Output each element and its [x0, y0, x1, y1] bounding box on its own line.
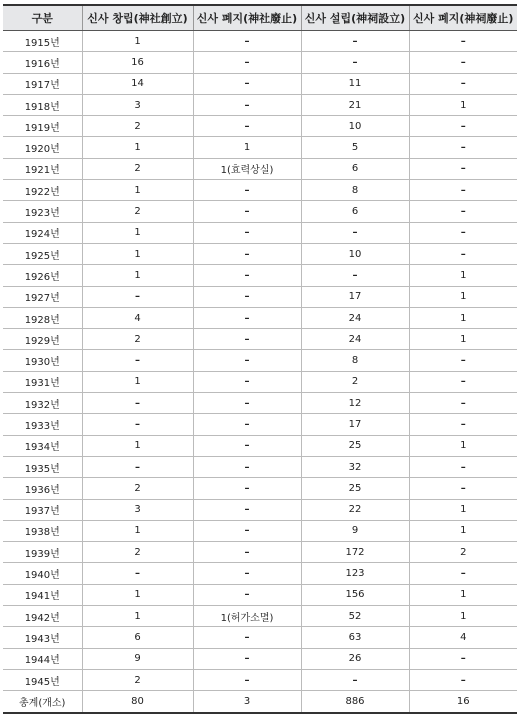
- table-row: [3, 94, 517, 115]
- year-cell: 1945년: [3, 669, 82, 690]
- year-cell: 1943년: [3, 627, 82, 648]
- table-row: [3, 371, 517, 392]
- table-row: [3, 393, 517, 414]
- header-shrine-abolished: 신사 폐지(神社廢止): [193, 5, 301, 31]
- table-row: [3, 563, 517, 584]
- small-shrine-established-cell: 6: [301, 158, 409, 179]
- shrine-founded-cell: 1: [82, 520, 193, 541]
- small-shrine-abolished-cell: –: [409, 393, 517, 414]
- small-shrine-established-cell: 26: [301, 648, 409, 669]
- table-row: [3, 414, 517, 435]
- year-cell: 1917년: [3, 73, 82, 94]
- small-shrine-abolished-cell: 1: [409, 94, 517, 115]
- small-shrine-abolished-cell: 1: [409, 499, 517, 520]
- shrine-statistics-table-container: [3, 4, 517, 714]
- small-shrine-abolished-cell: 1: [409, 584, 517, 605]
- shrine-abolished-cell: –: [193, 350, 301, 371]
- shrine-abolished-cell: –: [193, 371, 301, 392]
- small-shrine-established-cell: –: [301, 222, 409, 243]
- small-shrine-abolished-cell: –: [409, 563, 517, 584]
- total-small-shrine-established-cell: 886: [301, 691, 409, 714]
- table-row: [3, 669, 517, 690]
- year-cell: 1922년: [3, 180, 82, 201]
- table-row: [3, 478, 517, 499]
- shrine-founded-cell: 2: [82, 158, 193, 179]
- table-row: [3, 158, 517, 179]
- table-row: [3, 180, 517, 201]
- small-shrine-abolished-cell: –: [409, 31, 517, 52]
- table-row: [3, 606, 517, 627]
- year-cell: 1926년: [3, 265, 82, 286]
- year-cell: 1918년: [3, 94, 82, 115]
- small-shrine-established-cell: 10: [301, 116, 409, 137]
- small-shrine-abolished-cell: –: [409, 243, 517, 264]
- shrine-founded-cell: 1: [82, 180, 193, 201]
- small-shrine-established-cell: 24: [301, 307, 409, 328]
- table-row: [3, 329, 517, 350]
- shrine-founded-cell: 1: [82, 606, 193, 627]
- shrine-founded-cell: 1: [82, 265, 193, 286]
- year-cell: 1938년: [3, 520, 82, 541]
- shrine-abolished-cell: –: [193, 31, 301, 52]
- shrine-founded-cell: 2: [82, 478, 193, 499]
- shrine-founded-cell: 1: [82, 243, 193, 264]
- total-row: [3, 691, 517, 714]
- year-cell: 1919년: [3, 116, 82, 137]
- shrine-founded-cell: 1: [82, 222, 193, 243]
- year-cell: 1927년: [3, 286, 82, 307]
- table-row: [3, 542, 517, 563]
- small-shrine-established-cell: 25: [301, 435, 409, 456]
- total-small-shrine-abolished-cell: 16: [409, 691, 517, 714]
- shrine-founded-cell: 2: [82, 116, 193, 137]
- small-shrine-abolished-cell: 1: [409, 307, 517, 328]
- year-cell: 1925년: [3, 243, 82, 264]
- year-cell: 1937년: [3, 499, 82, 520]
- total-label: 총계(개소): [3, 691, 82, 714]
- small-shrine-abolished-cell: –: [409, 201, 517, 222]
- shrine-abolished-cell: –: [193, 456, 301, 477]
- shrine-founded-cell: 2: [82, 201, 193, 222]
- small-shrine-abolished-cell: –: [409, 52, 517, 73]
- header-small-shrine-established: 신사 설립(神祠設立): [301, 5, 409, 31]
- table-row: [3, 286, 517, 307]
- small-shrine-abolished-cell: –: [409, 648, 517, 669]
- small-shrine-established-cell: 8: [301, 350, 409, 371]
- shrine-statistics-table: [3, 4, 517, 714]
- shrine-founded-cell: 2: [82, 669, 193, 690]
- small-shrine-abolished-cell: –: [409, 414, 517, 435]
- small-shrine-established-cell: –: [301, 31, 409, 52]
- small-shrine-abolished-cell: –: [409, 350, 517, 371]
- year-cell: 1940년: [3, 563, 82, 584]
- small-shrine-abolished-cell: 1: [409, 435, 517, 456]
- table-row: [3, 307, 517, 328]
- table-body: [3, 31, 517, 714]
- year-cell: 1916년: [3, 52, 82, 73]
- small-shrine-established-cell: 5: [301, 137, 409, 158]
- shrine-abolished-cell: –: [193, 116, 301, 137]
- shrine-abolished-cell: –: [193, 243, 301, 264]
- table-row: [3, 584, 517, 605]
- shrine-founded-cell: 1: [82, 584, 193, 605]
- shrine-abolished-cell: –: [193, 669, 301, 690]
- table-row: [3, 116, 517, 137]
- small-shrine-abolished-cell: 1: [409, 265, 517, 286]
- header-small-shrine-abolished: 신사 폐지(神祠廢止): [409, 5, 517, 31]
- shrine-abolished-cell: –: [193, 542, 301, 563]
- shrine-founded-cell: –: [82, 286, 193, 307]
- year-cell: 1944년: [3, 648, 82, 669]
- shrine-abolished-cell: –: [193, 393, 301, 414]
- table-row: [3, 201, 517, 222]
- small-shrine-established-cell: –: [301, 669, 409, 690]
- small-shrine-abolished-cell: –: [409, 116, 517, 137]
- table-row: [3, 31, 517, 52]
- small-shrine-abolished-cell: 1: [409, 606, 517, 627]
- small-shrine-established-cell: 2: [301, 371, 409, 392]
- shrine-founded-cell: 4: [82, 307, 193, 328]
- small-shrine-established-cell: 17: [301, 414, 409, 435]
- table-row: [3, 520, 517, 541]
- shrine-founded-cell: –: [82, 393, 193, 414]
- shrine-abolished-cell: –: [193, 563, 301, 584]
- year-cell: 1935년: [3, 456, 82, 477]
- small-shrine-established-cell: 21: [301, 94, 409, 115]
- small-shrine-abolished-cell: –: [409, 478, 517, 499]
- shrine-abolished-cell: –: [193, 520, 301, 541]
- small-shrine-established-cell: 6: [301, 201, 409, 222]
- small-shrine-established-cell: 172: [301, 542, 409, 563]
- shrine-founded-cell: 6: [82, 627, 193, 648]
- shrine-founded-cell: 1: [82, 435, 193, 456]
- small-shrine-established-cell: 8: [301, 180, 409, 201]
- small-shrine-established-cell: 52: [301, 606, 409, 627]
- shrine-abolished-cell: –: [193, 478, 301, 499]
- year-cell: 1939년: [3, 542, 82, 563]
- small-shrine-established-cell: 22: [301, 499, 409, 520]
- shrine-founded-cell: –: [82, 563, 193, 584]
- small-shrine-established-cell: 9: [301, 520, 409, 541]
- small-shrine-abolished-cell: –: [409, 669, 517, 690]
- table-row: [3, 456, 517, 477]
- shrine-founded-cell: 9: [82, 648, 193, 669]
- table-row: [3, 265, 517, 286]
- table-row: [3, 435, 517, 456]
- small-shrine-abolished-cell: 2: [409, 542, 517, 563]
- table-row: [3, 350, 517, 371]
- year-cell: 1933년: [3, 414, 82, 435]
- small-shrine-abolished-cell: –: [409, 180, 517, 201]
- shrine-founded-cell: 1: [82, 371, 193, 392]
- shrine-abolished-cell: –: [193, 435, 301, 456]
- year-cell: 1920년: [3, 137, 82, 158]
- shrine-abolished-cell: –: [193, 94, 301, 115]
- shrine-abolished-cell: –: [193, 286, 301, 307]
- year-cell: 1928년: [3, 307, 82, 328]
- year-cell: 1929년: [3, 329, 82, 350]
- shrine-abolished-cell: –: [193, 499, 301, 520]
- table-row: [3, 137, 517, 158]
- table-row: [3, 648, 517, 669]
- small-shrine-abolished-cell: –: [409, 222, 517, 243]
- shrine-abolished-cell: 1(허가소멸): [193, 606, 301, 627]
- shrine-founded-cell: –: [82, 414, 193, 435]
- shrine-abolished-cell: –: [193, 180, 301, 201]
- small-shrine-established-cell: 32: [301, 456, 409, 477]
- year-cell: 1930년: [3, 350, 82, 371]
- shrine-founded-cell: –: [82, 350, 193, 371]
- small-shrine-established-cell: 24: [301, 329, 409, 350]
- year-cell: 1936년: [3, 478, 82, 499]
- shrine-abolished-cell: –: [193, 265, 301, 286]
- small-shrine-abolished-cell: 1: [409, 329, 517, 350]
- total-shrine-founded-cell: 80: [82, 691, 193, 714]
- shrine-abolished-cell: –: [193, 307, 301, 328]
- shrine-abolished-cell: –: [193, 329, 301, 350]
- small-shrine-established-cell: 63: [301, 627, 409, 648]
- shrine-founded-cell: 1: [82, 31, 193, 52]
- year-cell: 1941년: [3, 584, 82, 605]
- shrine-founded-cell: 14: [82, 73, 193, 94]
- shrine-founded-cell: 3: [82, 94, 193, 115]
- small-shrine-established-cell: 11: [301, 73, 409, 94]
- year-cell: 1915년: [3, 31, 82, 52]
- small-shrine-established-cell: 17: [301, 286, 409, 307]
- small-shrine-abolished-cell: 4: [409, 627, 517, 648]
- table-row: [3, 73, 517, 94]
- shrine-abolished-cell: –: [193, 648, 301, 669]
- year-cell: 1921년: [3, 158, 82, 179]
- year-cell: 1923년: [3, 201, 82, 222]
- small-shrine-established-cell: –: [301, 52, 409, 73]
- table-header-row: [3, 5, 517, 31]
- header-category: 구분: [3, 5, 82, 31]
- shrine-abolished-cell: –: [193, 73, 301, 94]
- table-row: [3, 627, 517, 648]
- shrine-abolished-cell: –: [193, 201, 301, 222]
- shrine-abolished-cell: 1(효력상실): [193, 158, 301, 179]
- small-shrine-established-cell: 156: [301, 584, 409, 605]
- table-row: [3, 499, 517, 520]
- small-shrine-abolished-cell: 1: [409, 286, 517, 307]
- shrine-founded-cell: 2: [82, 542, 193, 563]
- small-shrine-abolished-cell: –: [409, 456, 517, 477]
- header-shrine-founded: 신사 창립(神社創立): [82, 5, 193, 31]
- shrine-founded-cell: 3: [82, 499, 193, 520]
- small-shrine-abolished-cell: –: [409, 371, 517, 392]
- year-cell: 1924년: [3, 222, 82, 243]
- small-shrine-abolished-cell: 1: [409, 520, 517, 541]
- shrine-abolished-cell: –: [193, 222, 301, 243]
- year-cell: 1934년: [3, 435, 82, 456]
- small-shrine-established-cell: 25: [301, 478, 409, 499]
- small-shrine-abolished-cell: –: [409, 137, 517, 158]
- shrine-founded-cell: –: [82, 456, 193, 477]
- table-row: [3, 52, 517, 73]
- shrine-founded-cell: 2: [82, 329, 193, 350]
- shrine-abolished-cell: –: [193, 414, 301, 435]
- year-cell: 1932년: [3, 393, 82, 414]
- shrine-abolished-cell: 1: [193, 137, 301, 158]
- table-row: [3, 222, 517, 243]
- table-row: [3, 243, 517, 264]
- small-shrine-established-cell: 10: [301, 243, 409, 264]
- year-cell: 1931년: [3, 371, 82, 392]
- shrine-abolished-cell: –: [193, 52, 301, 73]
- small-shrine-abolished-cell: –: [409, 73, 517, 94]
- small-shrine-established-cell: –: [301, 265, 409, 286]
- small-shrine-established-cell: 12: [301, 393, 409, 414]
- shrine-abolished-cell: –: [193, 627, 301, 648]
- small-shrine-abolished-cell: –: [409, 158, 517, 179]
- shrine-founded-cell: 16: [82, 52, 193, 73]
- shrine-founded-cell: 1: [82, 137, 193, 158]
- shrine-abolished-cell: –: [193, 584, 301, 605]
- total-shrine-abolished-cell: 3: [193, 691, 301, 714]
- year-cell: 1942년: [3, 606, 82, 627]
- small-shrine-established-cell: 123: [301, 563, 409, 584]
